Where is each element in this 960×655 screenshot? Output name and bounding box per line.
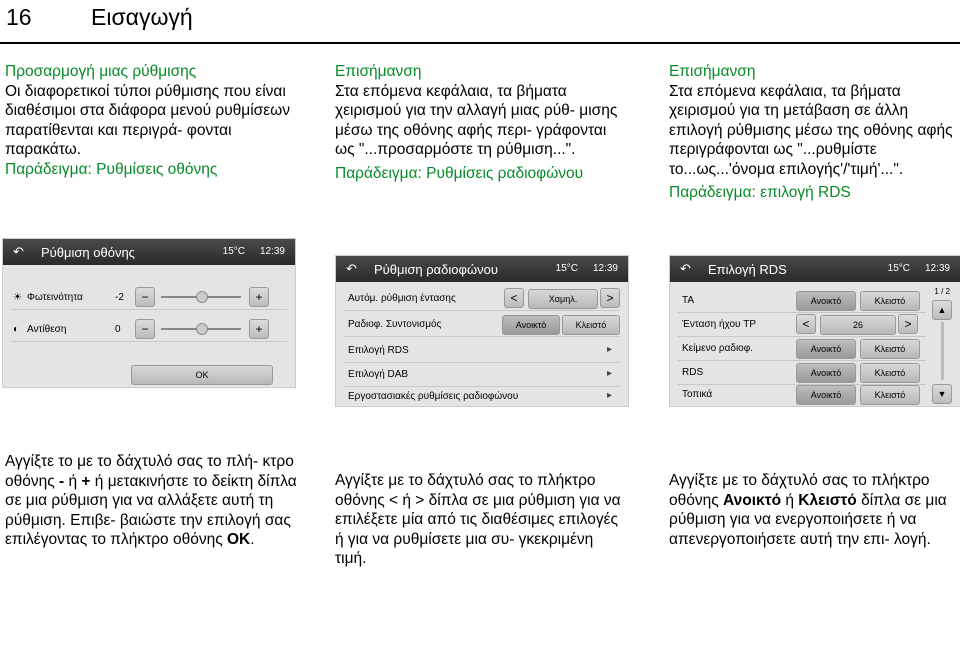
note-title: Επισήμανση	[669, 63, 756, 80]
column-3	[669, 62, 959, 203]
instruction-text: .	[250, 531, 255, 548]
column-2	[335, 62, 625, 183]
radio-tuning-row	[344, 312, 620, 337]
ok-key: OK	[227, 531, 251, 548]
row-value: 0	[115, 324, 121, 335]
next-button[interactable]: >	[600, 288, 620, 308]
intro-text: Οι διαφορετικοί τύποι ρύθμισης που είναι διαθέσιμοι στα διάφορα μενού ρυθμίσεων παρατίθενται και περιγρά- φονται παρακάτω.	[5, 82, 291, 158]
instruction-text: Αγγίξτε με το δάχτυλό σας το πλήκτρο οθόνης < ή > δίπλα σε μια ρύθμιση για να επιλέξετε μία από τις διαθέσιμες επιλογές ή για να ρυθμίσετε μια συ- γκεκριμένη τιμή.	[335, 472, 621, 567]
clock: 12:39	[259, 246, 285, 257]
page-number: 16	[6, 4, 32, 30]
row-label: RDS	[682, 367, 704, 378]
row-label: Επιλογή DAB	[348, 369, 409, 380]
instruction-radio	[335, 471, 625, 569]
page-indicator: 1 / 2	[934, 287, 950, 296]
title-bar	[3, 239, 295, 265]
row-label: Φωτεινότητα	[27, 292, 83, 303]
row-label: Εργοστασιακές ρυθμίσεις ραδιοφώνου	[348, 391, 519, 402]
on-key: Ανοικτό	[723, 491, 782, 509]
factory-reset-row[interactable]	[344, 384, 620, 407]
plus-key: +	[81, 472, 91, 490]
note-text: Στα επόμενα κεφάλαια, τα βήματα χειρισμού για τη μετάβαση σε άλλη επιλογή ρύθμισης μέσω της οθόνης αφής περιγράφονται ως "...ρυθμίστε το...ως...'όνομα επιλογής'/'τιμή'...".	[669, 82, 953, 178]
temperature: 15°C	[555, 263, 578, 274]
section-heading: Προσαρμογή μιας ρύθμισης	[5, 63, 197, 80]
minus-button[interactable]: −	[135, 319, 155, 339]
screen-title: Ρύθμιση ραδιοφώνου	[374, 262, 498, 277]
screen-title: Επιλογή RDS	[708, 262, 787, 277]
off-button[interactable]: Κλειστό	[860, 363, 920, 383]
next-button[interactable]: >	[898, 314, 918, 334]
scroll-up-button[interactable]: ▲	[932, 300, 952, 320]
minus-key: -	[59, 472, 65, 490]
off-button[interactable]: Κλειστό	[860, 339, 920, 359]
contrast-row	[11, 317, 287, 342]
sun-icon: ☀	[13, 292, 22, 303]
page-header	[0, 0, 960, 42]
note-title: Επισήμανση	[335, 63, 422, 80]
instruction-text: δίπλα σε μια ρύθμιση για να ενεργοποιήσετε ή να απενεργοποιήσετε αυτή την επι- λογή.	[669, 491, 947, 548]
example-caption-radio: Παράδειγμα: Ρυθμίσεις ραδιοφώνου	[335, 164, 584, 182]
instruction-text: Αγγίξτε το με το δάχτυλό σας το πλή- κτρο οθόνης	[5, 453, 294, 490]
slider-handle[interactable]	[196, 291, 208, 303]
chevron-right-icon: ▸	[606, 368, 612, 379]
slider-handle[interactable]	[196, 323, 208, 335]
prev-button[interactable]: <	[796, 314, 816, 334]
auto-volume-row	[344, 286, 620, 311]
off-button[interactable]: Κλειστό	[860, 385, 920, 405]
row-label: TA	[682, 295, 695, 306]
on-button[interactable]: Ανοικτό	[796, 363, 856, 383]
page-title: Εισαγωγή	[91, 4, 193, 30]
tp-volume-row	[678, 312, 926, 337]
row-label: Ένταση ήχου TP	[682, 319, 757, 330]
note-text: Στα επόμενα κεφάλαια, τα βήματα χειρισμού για την αλλαγή μιας ρύθ- μισης μέσω της οθόνης αφής περι- γράφονται ως "...προσαρμόστε τη ρύθμιση...".	[335, 82, 618, 158]
display-settings-screen	[2, 238, 296, 388]
clock: 12:39	[592, 263, 618, 274]
radio-text-row	[678, 336, 926, 361]
off-key: Κλειστό	[798, 491, 857, 509]
row-label: Αντίθεση	[27, 324, 67, 335]
title-bar	[670, 256, 960, 282]
instruction-text: ή	[64, 472, 82, 490]
instruction-text: ή	[781, 491, 799, 509]
header-rule	[0, 42, 960, 44]
row-label: Επιλογή RDS	[348, 345, 409, 356]
radio-settings-screen	[335, 255, 629, 407]
column-1	[5, 62, 295, 179]
on-button[interactable]: Ανοικτό	[796, 339, 856, 359]
screen-title: Ρύθμιση οθόνης	[41, 245, 135, 260]
off-button[interactable]: Κλειστό	[860, 291, 920, 311]
scroll-down-button[interactable]: ▼	[932, 384, 952, 404]
example-caption-display: Παράδειγμα: Ρυθμίσεις οθόνης	[5, 160, 218, 178]
contrast-icon: ◐	[13, 324, 20, 335]
value-display: 26	[820, 315, 896, 335]
clock: 12:39	[924, 263, 950, 274]
rds-options-row[interactable]	[344, 338, 620, 363]
on-button[interactable]: Ανοικτό	[502, 315, 560, 335]
ta-row	[678, 288, 926, 313]
row-value: -2	[115, 292, 124, 303]
back-icon[interactable]: ↶	[680, 261, 691, 276]
on-button[interactable]: Ανοικτό	[796, 385, 856, 405]
temperature: 15°C	[887, 263, 910, 274]
back-icon[interactable]: ↶	[13, 244, 24, 259]
title-bar	[336, 256, 628, 282]
rds-options-screen	[669, 255, 960, 407]
scrollbar[interactable]	[941, 322, 944, 380]
chevron-right-icon: ▸	[606, 344, 612, 355]
prev-button[interactable]: <	[504, 288, 524, 308]
instruction-rds	[669, 471, 959, 549]
chevron-right-icon: ▸	[606, 390, 612, 401]
instruction-display	[5, 452, 297, 550]
brightness-row	[11, 285, 287, 310]
row-label: Αυτόμ. ρύθμιση έντασης	[348, 293, 456, 304]
back-icon[interactable]: ↶	[346, 261, 357, 276]
row-label: Τοπικά	[682, 389, 713, 400]
plus-button[interactable]: +	[249, 319, 269, 339]
off-button[interactable]: Κλειστό	[562, 315, 620, 335]
ok-button[interactable]: OK	[131, 365, 273, 385]
row-label: Κείμενο ραδιοφ.	[682, 343, 753, 354]
example-caption-rds: Παράδειγμα: επιλογή RDS	[669, 184, 851, 201]
instruction-text: ή μετακινήστε το δείκτη δίπλα σε μια ρύθμιση για να αλλάξετε αυτή τη ρύθμιση. Επιβε- βαιώστε την επιλογή σας επιλέγοντας το πλήκτρο οθόνης	[5, 472, 297, 548]
minus-button[interactable]: −	[135, 287, 155, 307]
on-button[interactable]: Ανοικτό	[796, 291, 856, 311]
temperature: 15°C	[222, 246, 245, 257]
row-label: Ραδιοφ. Συντονισμός	[348, 319, 442, 330]
instruction-text: Αγγίξτε με το δάχτυλό σας το πλήκτρο οθόνης	[669, 472, 930, 509]
plus-button[interactable]: +	[249, 287, 269, 307]
regional-row	[678, 382, 926, 406]
value-display: Χαμηλ.	[528, 289, 598, 309]
